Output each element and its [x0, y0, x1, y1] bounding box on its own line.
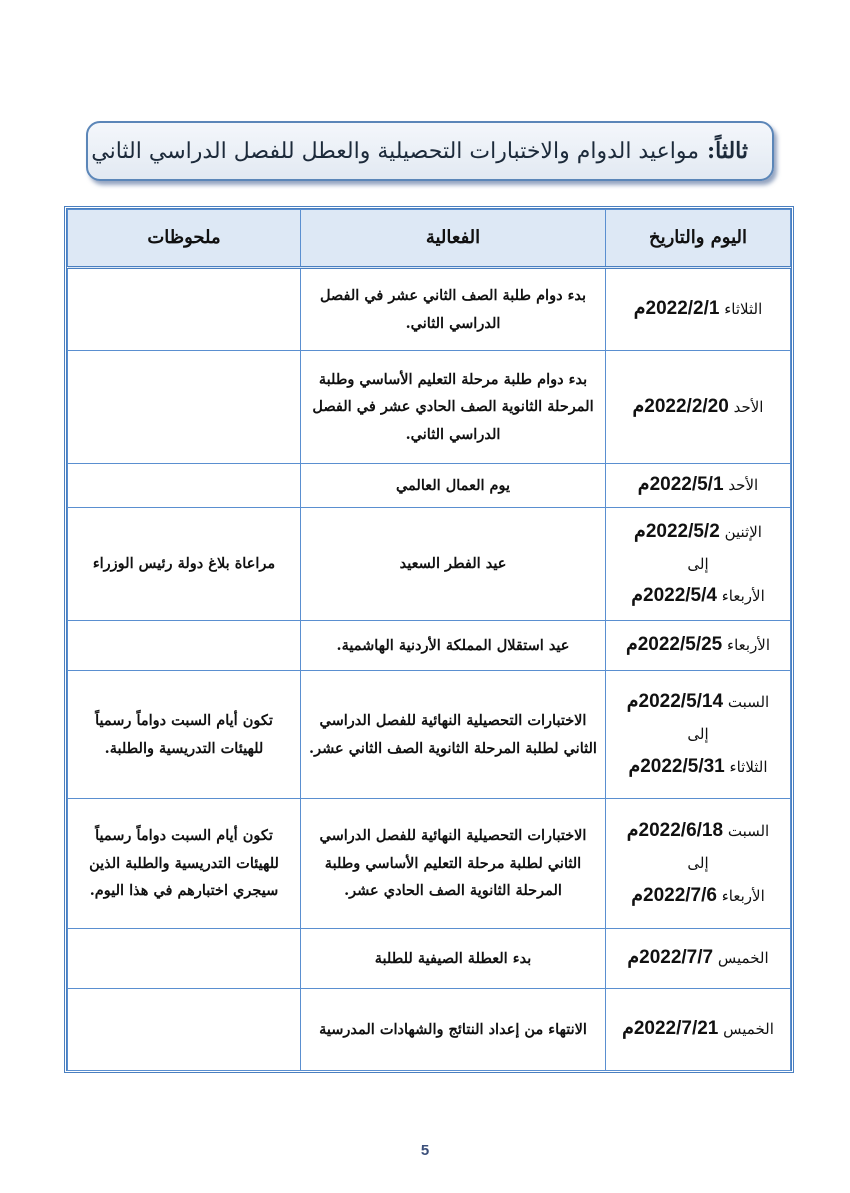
- section-title: [86, 121, 774, 181]
- activity-cell: عيد استقلال المملكة الأردنية الهاشمية.: [301, 621, 606, 671]
- note-cell: [68, 464, 301, 508]
- date-cell: الثلاثاء 2022/2/1م: [606, 268, 791, 351]
- header-activity: الفعالية: [301, 210, 606, 268]
- date-cell: السبت 2022/5/14م إلى الثلاثاء 2022/5/31م: [606, 671, 791, 799]
- date-cell: الأربعاء 2022/5/25م: [606, 621, 791, 671]
- schedule-table: [64, 206, 794, 1073]
- table-row: [68, 351, 791, 464]
- table-row: [68, 671, 791, 799]
- date-cell: الإثنين 2022/5/2م إلى الأربعاء 2022/5/4م: [606, 508, 791, 621]
- activity-cell: بدء دوام طلبة الصف الثاني عشر في الفصل الدراسي الثاني.: [301, 268, 606, 351]
- activity-cell: الانتهاء من إعداد النتائج والشهادات المدرسية: [301, 989, 606, 1071]
- activity-cell: عيد الفطر السعيد: [301, 508, 606, 621]
- note-cell: [68, 351, 301, 464]
- date-cell: الخميس 2022/7/21م: [606, 989, 791, 1071]
- activity-cell: بدء دوام طلبة مرحلة التعليم الأساسي وطلبة المرحلة الثانوية الصف الحادي عشر في الفصل الدراسي الثاني.: [301, 351, 606, 464]
- page-number: 5: [420, 1142, 430, 1159]
- date-cell: السبت 2022/6/18م إلى الأربعاء 2022/7/6م: [606, 799, 791, 929]
- note-cell: [68, 989, 301, 1071]
- note-cell: تكون أيام السبت دواماً رسمياً للهيئات التدريسية والطلبة.: [68, 671, 301, 799]
- note-cell: [68, 268, 301, 351]
- table-row: [68, 268, 791, 351]
- section-title-text: مواعيد الدوام والاختبارات التحصيلية والعطل للفصل الدراسي الثاني: [91, 138, 699, 164]
- date-cell: الخميس 2022/7/7م: [606, 929, 791, 989]
- header-date: اليوم والتاريخ: [606, 210, 791, 268]
- table-row: [68, 508, 791, 621]
- note-cell: [68, 929, 301, 989]
- activity-cell: بدء العطلة الصيفية للطلبة: [301, 929, 606, 989]
- activity-cell: الاختبارات التحصيلية النهائية للفصل الدراسي الثاني لطلبة مرحلة التعليم الأساسي وطلبة المرحلة الثانوية الصف الحادي عشر.: [301, 799, 606, 929]
- activity-cell: يوم العمال العالمي: [301, 464, 606, 508]
- note-cell: تكون أيام السبت دواماً رسمياً للهيئات التدريسية والطلبة الذين سيجري اختبارهم في هذا اليوم.: [68, 799, 301, 929]
- section-title-lead: ثالثاً:: [707, 138, 748, 164]
- table-row: [68, 621, 791, 671]
- date-cell: الأحد 2022/2/20م: [606, 351, 791, 464]
- note-cell: [68, 621, 301, 671]
- table-row: [68, 799, 791, 929]
- table-row: [68, 464, 791, 508]
- header-notes: ملحوظات: [68, 210, 301, 268]
- table-header-row: [68, 210, 791, 268]
- note-cell: مراعاة بلاغ دولة رئيس الوزراء: [68, 508, 301, 621]
- table-row: [68, 989, 791, 1071]
- date-cell: الأحد 2022/5/1م: [606, 464, 791, 508]
- activity-cell: الاختبارات التحصيلية النهائية للفصل الدراسي الثاني لطلبة المرحلة الثانوية الصف الثاني عشر.: [301, 671, 606, 799]
- table-row: [68, 929, 791, 989]
